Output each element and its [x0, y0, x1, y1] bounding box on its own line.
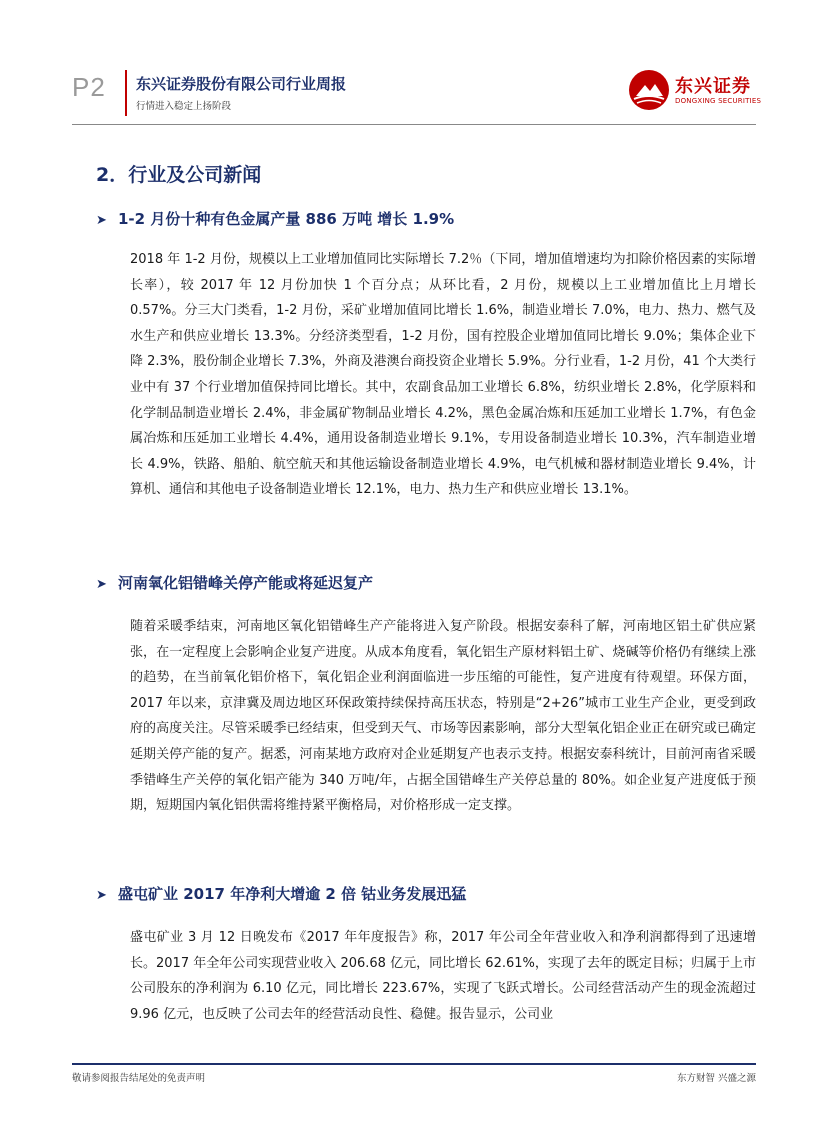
arrow-bullet-icon: ➤ [96, 888, 107, 903]
logo-mark-icon [628, 69, 670, 111]
report-title: 东兴证券股份有限公司行业周报 [136, 75, 347, 93]
news-title-3 [96, 883, 466, 904]
page-header [0, 0, 827, 125]
arrow-bullet-icon: ➤ [96, 577, 107, 592]
logo-name: 东兴证券 [675, 76, 751, 97]
news-paragraph-1: 2018 年 1-2 月份，规模以上工业增加值同比实际增长 7.2％（下同，增加值增速均为扣除价格因素的实际增长率），较 2017 年 12 月份加快 1 个百分点；从环比看，2 月份，规模以上工业增加值比上月增长 0.57%。分三大门类看，1-2 月份，采矿业增加值同比增长 1.6%，制造业增长 7.0%，电力、热力、燃气及水生产和供应业增长 13.3%。分经济类型看，1-2 月份，国有控股企业增加值同比增长 9.0%；集体企业下降 2.3%，股份制企业增长 7.3%，外商及港澳台商投资企业增长 5.9%。分行业看，1-2 月份，41 个大类行业中有 37 个行业增加值保持同比增长。其中，农副食品加工业增长 6.8%，纺织业增长 2.8%，化学原料和化学制品制造业增长 2.4%，非金属矿物制品业增长 4.2%，黑色金属冶炼和压延加工业增长 1.7%，有色金属冶炼和压延加工业增长 4.4%，通用设备制造业增长 9.1%，专用设备制造业增长 10.3%，汽车制造业增长 4.9%，铁路、船舶、航空航天和其他运输设备制造业增长 4.9%，电气机械和器材制造业增长 9.4%，计算机、通信和其他电子设备制造业增长 12.1%，电力、热力生产和供应业增长 13.1%。 [130, 252, 756, 498]
disclaimer-note: 敬请参阅报告结尾处的免责声明 [72, 1073, 206, 1084]
news-title-1 [96, 208, 454, 229]
news-paragraph-3: 盛屯矿业 3 月 12 日晚发布《2017 年年度报告》称，2017 年公司全年营业收入和净利润都得到了迅速增长。2017 年全年公司实现营业收入 206.68 亿元，同比增长 62.61%，实现了去年的既定目标；归属于上市公司股东的净利润为 6.10 亿元，同比增长 223.67%，实现了飞跃式增长。公司经营活动产生的现金流超过 9.96 亿元，也反映了公司去年的经营活动良性、稳健。报告显示，公司业 [130, 930, 756, 1022]
header-rule [72, 124, 756, 125]
arrow-bullet-icon: ➤ [96, 213, 107, 228]
news-title-text: 盛屯矿业 2017 年净利大增逾 2 倍 钴业务发展迅猛 [118, 885, 467, 903]
news-title-text: 1-2 月份十种有色金属产量 886 万吨 增长 1.9% [118, 210, 455, 228]
report-subtitle: 行情进入稳定上扬阶段 [136, 101, 232, 112]
header-divider [125, 70, 127, 116]
page-number: P2 [72, 72, 106, 102]
footer-rule [72, 1063, 756, 1065]
footer-slogan: 东方财智 兴盛之源 [676, 1073, 756, 1084]
logo-english-name: DONGXING SECURITIES [675, 97, 762, 105]
news-paragraph-2: 随着采暖季结束，河南地区氧化铝错峰生产产能将进入复产阶段。根据安泰科了解，河南地区铝土矿供应紧张，在一定程度上会影响企业复产进度。从成本角度看，氧化铝生产原材料铝土矿、烧碱等价格仍有继续上涨的趋势，在当前氧化铝价格下，氧化铝企业利润面临进一步压缩的可能性，复产进度有待观望。环保方面，2017 年以来，京津冀及周边地区环保政策持续保持高压状态，特别是“2+26”城市工业生产企业，更受到政府的高度关注。尽管采暖季已经结束，但受到天气、市场等因素影响，部分大型氧化铝企业正在研究或已确定延期关停产能的复产。据悉，河南某地方政府对企业延期复产也表示支持。根据安泰科统计，目前河南省采暖季错峰生产关停的氧化铝产能为 340 万吨/年，占据全国错峰生产关停总量的 80%。如企业复产进度低于预期，短期国内氧化铝供需将维持紧平衡格局，对价格形成一定支撑。 [130, 619, 756, 814]
company-logo [628, 69, 763, 111]
news-title-2 [96, 572, 373, 593]
section-title: 2．行业及公司新闻 [96, 164, 262, 186]
news-title-text: 河南氧化铝错峰关停产能或将延迟复产 [118, 574, 374, 592]
